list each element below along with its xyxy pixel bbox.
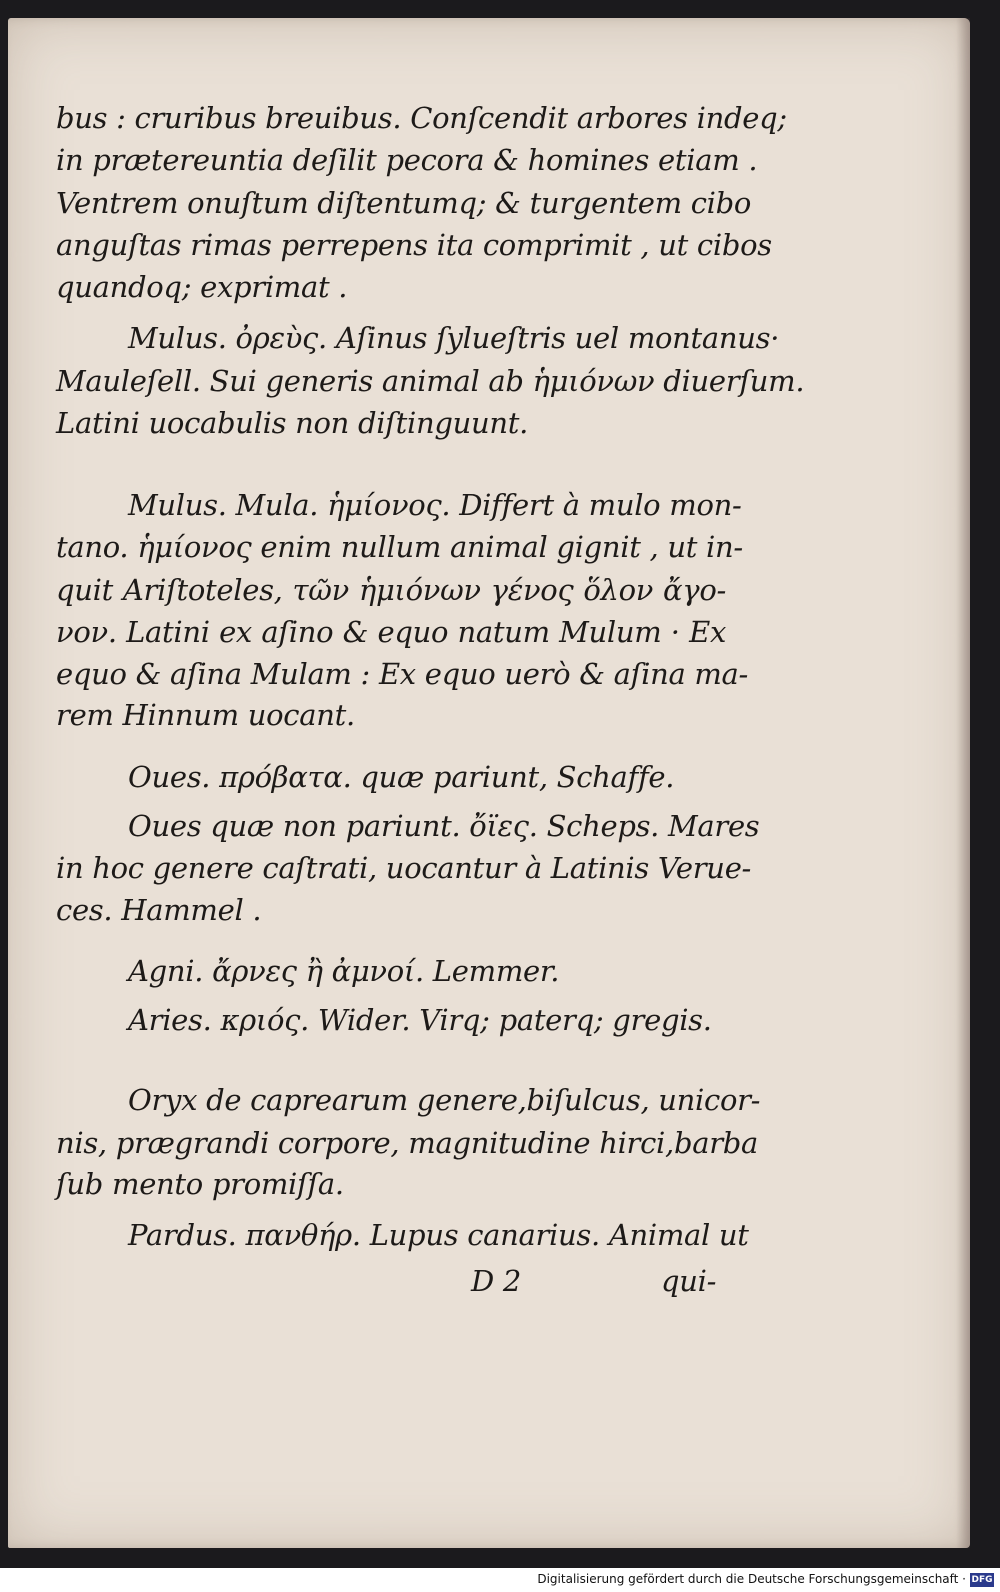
footer-credit: Digitalisierung gefördert durch die Deutsche Forschungsgemeinschaft · [537, 1572, 966, 1586]
signature-mark: D 2 [471, 1264, 522, 1298]
catchword: qui- [661, 1264, 717, 1298]
text-line: Oues. πρόβατα. quæ pariunt, Schaffe. [128, 760, 675, 794]
dfg-logo-icon: DFG [971, 1575, 993, 1585]
text-line: in prætereuntia deſilit pecora & homines etiam . [56, 143, 758, 177]
text-line: anguſtas rimas perrepens ita comprimit , ut cibos [56, 228, 772, 262]
text-line: Oues quæ non pariunt. ὄϊες. Scheps. Mares [128, 809, 760, 843]
text-line: νον. Latini ex aſino & equo natum Mulum · Ex [56, 615, 726, 649]
book-page [8, 18, 970, 1548]
footer-bar [0, 1568, 1000, 1592]
text-line: quandoq; exprimat . [56, 270, 348, 304]
text-line: Agni. ἄρνες ἢ ἀμνοί. Lemmer. [128, 954, 560, 988]
text-line: nis, prægrandi corpore, magnitudine hirci,barba [56, 1126, 759, 1160]
text-line: ſub mento promiſſa. [56, 1167, 344, 1201]
text-line: Mauleſell. Sui generis animal ab ἡμιόνων diuerſum. [56, 364, 805, 398]
text-line: equo & aſina Mulam : Ex equo uerò & aſina ma- [56, 657, 749, 691]
text-line: Latini uocabulis non diſtinguunt. [56, 406, 528, 440]
page-text [8, 18, 970, 1548]
text-line: in hoc genere caſtrati, uocantur à Latinis Verue- [56, 851, 752, 885]
text-line: Aries. κριός. Wider. Virq; paterq; gregis. [128, 1003, 712, 1037]
text-line: rem Hinnum uocant. [56, 698, 355, 732]
text-line: tano. ἡμίονος enim nullum animal gignit , ut in- [56, 530, 743, 564]
text-line: Mulus. Mula. ἡμίονος. Differt à mulo mon- [128, 488, 742, 522]
text-line: Mulus. ὀρεὺς. Aſinus ſylueſtris uel montanus· [128, 321, 780, 355]
text-line: Oryx de caprearum genere,biſulcus, unicor- [128, 1083, 761, 1117]
text-line: bus : cruribus breuibus. Conſcendit arbores indeq; [56, 101, 787, 135]
text-line: ces. Hammel . [56, 893, 262, 927]
text-line: quit Ariſtoteles, τῶν ἡμιόνων γένος ὅλον ἄγο- [56, 573, 726, 607]
text-line: Pardus. πανθήρ. Lupus canarius. Animal ut [128, 1218, 749, 1252]
text-line: Ventrem onuſtum diſtentumq; & turgentem cibo [56, 186, 752, 220]
